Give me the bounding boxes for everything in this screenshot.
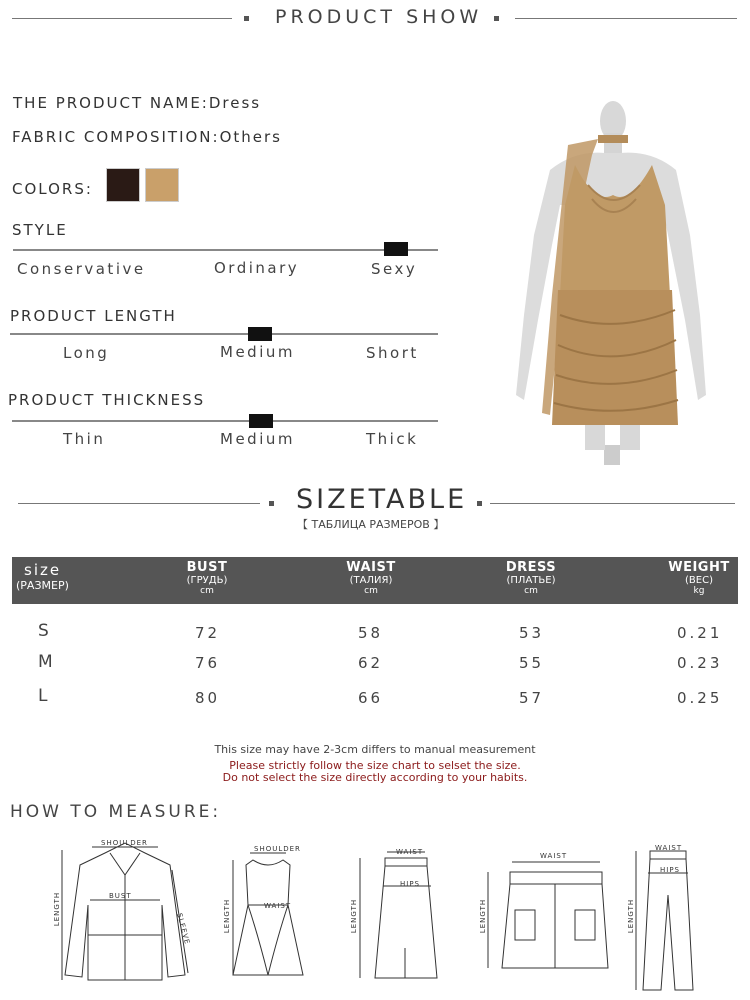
length-title: PRODUCT LENGTH <box>10 307 177 325</box>
sizetable-right-dot <box>477 501 482 506</box>
note-warning-2: Do not select the size directly according to your habits. <box>222 771 528 784</box>
header-dress <box>496 560 566 596</box>
how-to-measure-title: HOW TO MEASURE: <box>10 802 222 822</box>
thickness-scale-line <box>12 420 438 422</box>
header-waist-sub: (ТАЛИЯ) <box>349 575 393 586</box>
sizetable-left-dot <box>269 501 274 506</box>
header-waist-main: WAIST <box>346 560 396 575</box>
skirt-hips-label: HIPS <box>400 880 420 888</box>
pants-waist-label: WAIST <box>655 844 683 852</box>
length-option-short: Short <box>366 344 419 362</box>
dress-length-label: LENGTH <box>223 898 232 934</box>
dress-measure-diagram <box>228 845 308 985</box>
header-right-rule <box>515 18 737 19</box>
product-photo <box>480 95 742 467</box>
jacket-shoulder-label: SHOULDER <box>101 839 148 847</box>
cell-waist-m: 62 <box>358 654 384 672</box>
jacket-sleeve-label: SLEEVE <box>175 912 192 946</box>
header-waist-unit: cm <box>364 586 378 596</box>
sizetable-subtitle: 【 ТАБЛИЦА РАЗМЕРОВ 】 <box>297 518 445 531</box>
cell-waist-l: 66 <box>358 689 384 707</box>
cell-size-l: L <box>38 686 51 706</box>
product-name: THE PRODUCT NAME:Dress <box>13 94 262 112</box>
length-option-long: Long <box>63 344 110 362</box>
mini-skirt-measure-diagram <box>480 850 610 975</box>
note-measurement: This size may have 2-3cm differs to manual measurement <box>214 743 536 756</box>
header-weight-sub: (ВЕС) <box>685 575 713 586</box>
header-dress-unit: cm <box>524 586 538 596</box>
length-option-medium: Medium <box>220 343 295 361</box>
header-left-rule <box>12 18 232 19</box>
header-size <box>16 561 76 592</box>
cell-bust-m: 76 <box>195 654 221 672</box>
cell-size-s: S <box>38 621 52 641</box>
length-scale-marker <box>248 327 272 341</box>
header-size-sub: (РАЗМЕР) <box>16 579 69 592</box>
header-weight <box>664 560 734 596</box>
sizetable-right-rule <box>490 503 735 504</box>
header-dress-sub: (ПЛАТЬЕ) <box>506 575 556 586</box>
header-left-dot <box>244 16 249 21</box>
colors-label: COLORS: <box>12 180 93 198</box>
jacket-bust-label: BUST <box>109 892 132 900</box>
style-option-conservative: Conservative <box>17 260 146 278</box>
thickness-scale-marker <box>249 414 273 428</box>
cell-dress-s: 53 <box>519 624 545 642</box>
header-bust-sub: (ГРУДЬ) <box>186 575 228 586</box>
header-weight-main: WEIGHT <box>668 560 730 575</box>
dress-shoulder-label: SHOULDER <box>254 845 301 853</box>
header-bust <box>176 560 238 596</box>
header-right-dot <box>494 16 499 21</box>
header-weight-unit: kg <box>693 586 705 596</box>
cell-dress-m: 55 <box>519 654 545 672</box>
thickness-option-thin: Thin <box>63 430 106 448</box>
cell-waist-s: 58 <box>358 624 384 642</box>
style-title: STYLE <box>12 221 68 239</box>
sizetable-title: SIZETABLE <box>296 484 468 515</box>
jacket-length-label: LENGTH <box>53 891 62 927</box>
mini-skirt-waist-label: WAIST <box>540 852 568 860</box>
note-warning-1: Please strictly follow the size chart to selset the size. <box>229 759 521 772</box>
cell-bust-s: 72 <box>195 624 221 642</box>
thickness-option-thick: Thick <box>366 430 419 448</box>
style-option-sexy: Sexy <box>371 260 418 278</box>
header-bust-unit: cm <box>200 586 214 596</box>
style-option-ordinary: Ordinary <box>214 259 300 277</box>
header-bust-main: BUST <box>186 560 228 575</box>
cell-size-m: M <box>38 652 56 672</box>
style-scale-line <box>13 249 438 251</box>
mini-skirt-length-label: LENGTH <box>479 898 488 934</box>
header-waist <box>336 560 406 596</box>
thickness-title: PRODUCT THICKNESS <box>8 391 206 409</box>
header-size-main: size <box>24 561 62 579</box>
cell-bust-l: 80 <box>195 689 221 707</box>
color-swatch-dark-brown[interactable] <box>106 168 140 202</box>
cell-weight-s: 0.21 <box>677 624 723 642</box>
color-swatch-khaki[interactable] <box>145 168 179 202</box>
page-title: PRODUCT SHOW <box>275 6 483 28</box>
cell-weight-l: 0.25 <box>677 689 723 707</box>
pants-hips-label: HIPS <box>660 866 680 874</box>
fabric-composition: FABRIC COMPOSITION:Others <box>12 128 282 146</box>
style-scale-marker <box>384 242 408 256</box>
cell-dress-l: 57 <box>519 689 545 707</box>
sizetable-left-rule <box>18 503 260 504</box>
dress-waist-label: WAIST <box>264 902 292 910</box>
skirt-measure-diagram <box>355 848 445 988</box>
cell-weight-m: 0.23 <box>677 654 723 672</box>
skirt-length-label: LENGTH <box>350 898 359 934</box>
length-scale-line <box>10 333 438 335</box>
pants-length-label: LENGTH <box>627 898 636 934</box>
header-dress-main: DRESS <box>505 560 557 575</box>
thickness-option-medium: Medium <box>220 430 295 448</box>
skirt-waist-label: WAIST <box>396 848 424 856</box>
